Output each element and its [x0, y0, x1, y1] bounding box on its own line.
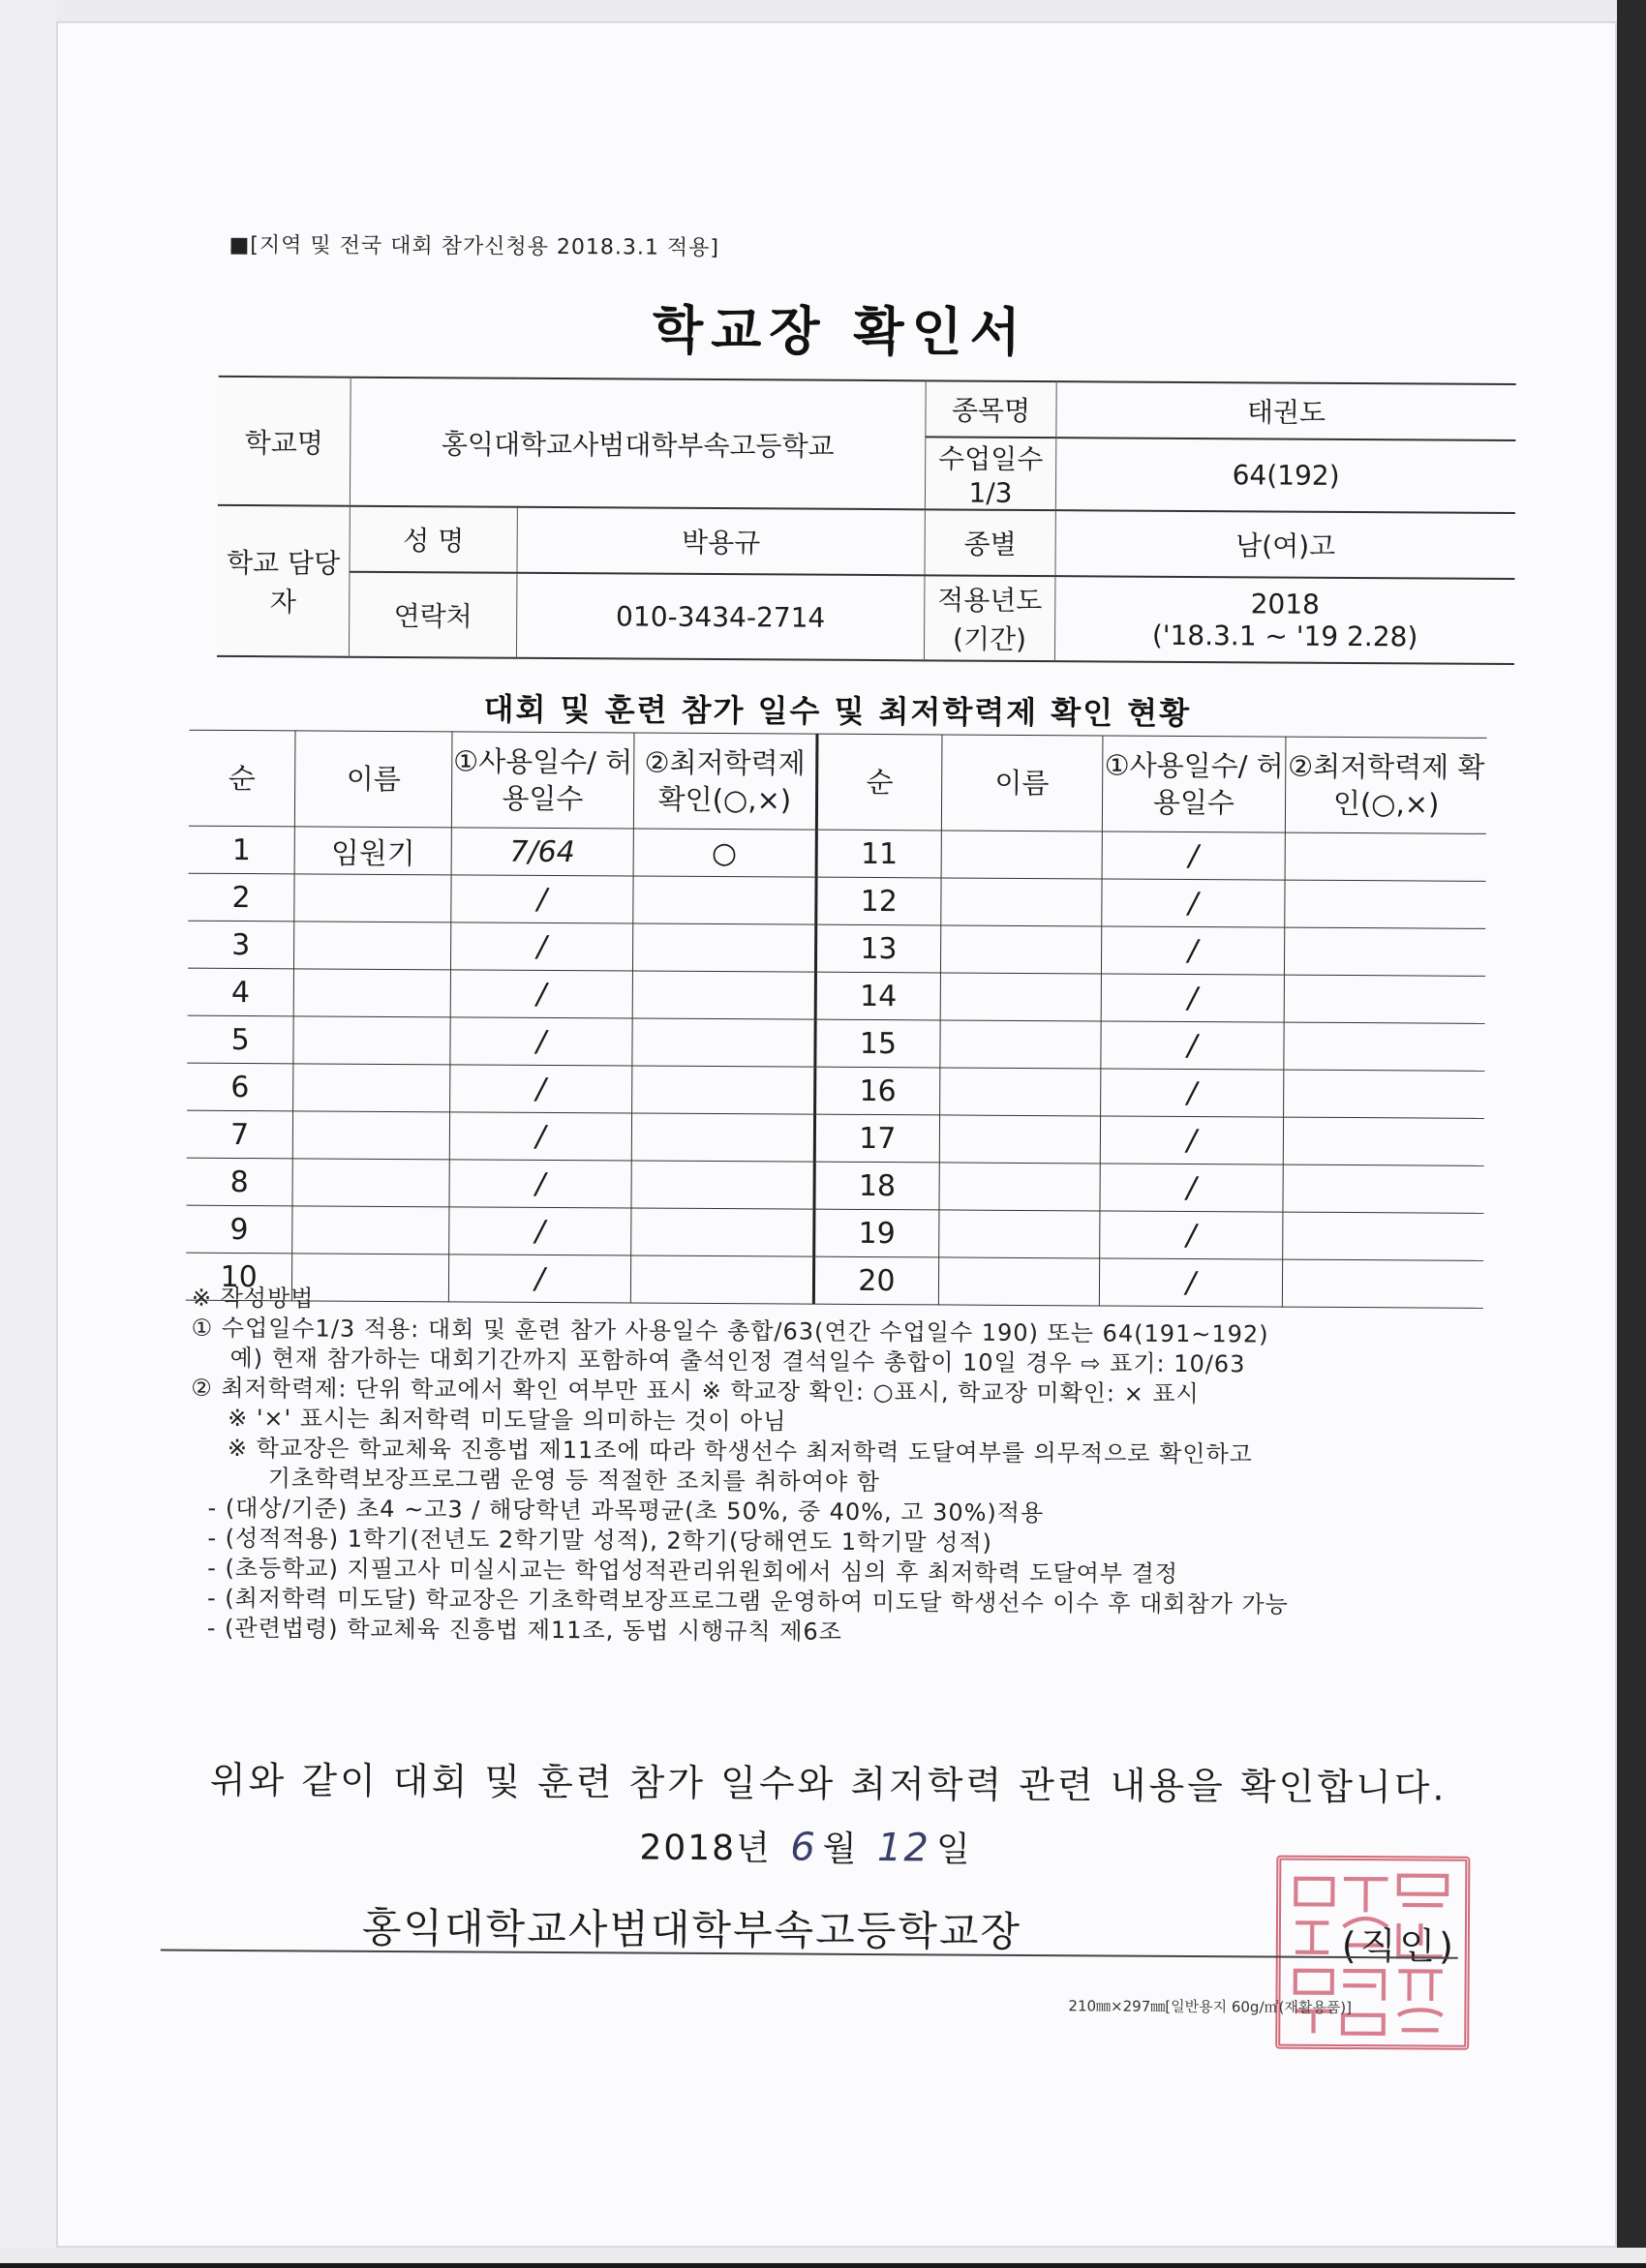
cell-days: /	[449, 1160, 631, 1208]
header-no-right: 순	[816, 734, 942, 831]
school-label: 학교명	[218, 377, 351, 506]
cell-name	[941, 831, 1102, 879]
cell-days: /	[1100, 1021, 1284, 1070]
cell-no: 20	[813, 1256, 938, 1305]
note-line: - (대상/기준) 초4 ~고3 / 해당학년 과목평균(초 50%, 중 40%, 고 30%)적용	[207, 1494, 1045, 1527]
cell-days: /	[1100, 1164, 1284, 1212]
cell-days: /	[449, 1207, 631, 1255]
cell-no: 15	[815, 1019, 940, 1068]
event-label: 종목명	[926, 380, 1056, 438]
cell-check	[1285, 927, 1486, 976]
table-row	[187, 1063, 1484, 1118]
confirmation-text: 위와 같이 대회 및 훈련 참가 일수와 최저학력 관련 내용을 확인합니다.	[209, 1758, 1448, 1809]
cell-days: /	[1101, 974, 1285, 1022]
cell-check	[632, 923, 815, 972]
cell-no: 12	[816, 877, 941, 925]
contact-label: 연락처	[349, 572, 517, 658]
cell-days: /	[1102, 832, 1286, 880]
note-line: ※ 학교장은 학교체육 진흥법 제11조에 따라 학생선수 최저학력 도달여부를 의무적으로 확인하고	[227, 1434, 1253, 1468]
cell-no: 13	[815, 924, 940, 973]
cell-name	[941, 878, 1102, 926]
note-line: 기초학력보장프로그램 운영 등 적절한 조치를 취하여야 함	[267, 1465, 881, 1497]
cell-no: 16	[814, 1067, 939, 1115]
principal-signature: 홍익대학교사범대학부속고등학교장	[361, 1903, 1022, 1955]
cell-name	[939, 1210, 1100, 1258]
table-row	[188, 921, 1485, 976]
year-value: 2018	[1250, 588, 1321, 620]
note-line: ※ '×' 표시는 최저학력 미도달을 의미하는 것이 아님	[228, 1404, 787, 1436]
cell-name	[293, 1064, 450, 1112]
cell-days: /	[450, 922, 632, 971]
cell-no: 17	[814, 1114, 939, 1163]
header-check-right: ②최저학력제 확인(○,×)	[1286, 737, 1487, 833]
class-days-label: 수업일수 1/3	[925, 437, 1055, 510]
cell-check	[1285, 880, 1486, 928]
date-month: 6	[790, 1825, 817, 1870]
cell-check	[632, 971, 815, 1019]
cell-name	[940, 973, 1101, 1021]
header-name-right: 이름	[941, 735, 1102, 832]
cell-check	[631, 1066, 814, 1114]
section-title: 대회 및 훈련 참가 일수 및 최저학력제 확인 현황	[483, 690, 1192, 733]
table-body	[186, 826, 1486, 1308]
header-days-right: ①사용일수/ 허용일수	[1102, 736, 1286, 832]
cell-no: 10	[186, 1253, 292, 1301]
cell-name	[292, 1206, 449, 1255]
table-row	[187, 1015, 1484, 1071]
note-line: - (성적적용) 1학기(전년도 2학기말 성적), 2학기(당해연도 1학기말 성적)	[207, 1524, 993, 1557]
note-line: ② 최저학력제: 단위 학교에서 확인 여부만 표시 ※ 학교장 확인: ○표시, 학교장 미확인: × 표시	[191, 1374, 1200, 1408]
table-row	[188, 873, 1485, 928]
cell-days: /	[1099, 1258, 1283, 1307]
date-year: 2018년	[639, 1828, 772, 1869]
cell-days: /	[448, 1255, 630, 1303]
cell-days: /	[449, 1112, 631, 1161]
paper-spec: 210㎜×297㎜[일반용지 60g/㎡(재활용품)]	[1068, 1997, 1353, 2017]
cell-days: /	[451, 875, 633, 923]
seal-label: (직인)	[1341, 1923, 1458, 1968]
table-row	[189, 826, 1486, 881]
cell-check	[1283, 1164, 1484, 1213]
cell-no: 4	[188, 968, 294, 1016]
cell-check	[631, 1208, 814, 1256]
header-name-left: 이름	[295, 731, 452, 828]
cell-no: 14	[815, 972, 940, 1020]
cell-no: 18	[814, 1162, 939, 1210]
note-line: - (초등학교) 지필고사 미실시교는 학업성적관리위원회에서 심의 후 최저학력 도달여부 결정	[207, 1554, 1179, 1588]
cell-check	[1283, 1117, 1484, 1165]
cell-check	[1284, 1070, 1485, 1118]
cell-name	[940, 925, 1101, 974]
cell-days: /	[450, 1065, 632, 1113]
cell-check	[1284, 975, 1485, 1023]
date-day-unit: 일	[935, 1830, 972, 1870]
cell-name	[293, 969, 450, 1017]
cell-no: 2	[188, 873, 294, 922]
cell-no: 7	[187, 1110, 293, 1159]
cell-days: /	[1099, 1211, 1283, 1259]
cell-name: 임원기	[294, 827, 451, 875]
cell-name	[939, 1163, 1100, 1211]
event-value: 태권도	[1056, 381, 1516, 440]
cell-name	[939, 1115, 1100, 1164]
school-value: 홍익대학교사범대학부속고등학교	[350, 378, 926, 510]
cell-check	[632, 1018, 815, 1067]
header-no-left: 순	[189, 730, 295, 827]
note-line: 예) 현재 참가하는 대회기간까지 포함하여 출석인정 결석일수 총합이 10일 경우 ⇨ 표기: 10/63	[229, 1344, 1246, 1378]
cell-no: 8	[186, 1158, 292, 1206]
cell-days: /	[450, 1017, 632, 1066]
cell-name	[293, 1111, 450, 1160]
note-line: - (최저학력 미도달) 학교장은 기초학력보장프로그램 운영하여 미도달 학생선수 이수 후 대회참가 가능	[206, 1584, 1289, 1618]
cell-check	[1285, 832, 1486, 881]
cell-no: 5	[187, 1015, 293, 1064]
header-days-left: ①사용일수/ 허용일수	[451, 732, 633, 829]
cell-no: 6	[187, 1063, 293, 1111]
table-row	[186, 1205, 1483, 1260]
cell-no: 3	[188, 921, 294, 969]
cell-no: 19	[813, 1209, 938, 1257]
class-days-value: 64(192)	[1055, 438, 1515, 513]
issue-date	[639, 1821, 972, 1872]
contact-value: 010-3434-2714	[516, 573, 925, 661]
cell-name	[292, 1159, 449, 1207]
cell-name	[294, 922, 451, 970]
document-title: 학교장 확인서	[652, 299, 1029, 363]
cell-name	[940, 1020, 1101, 1069]
cell-no: 9	[186, 1205, 292, 1254]
year-cell	[1054, 576, 1514, 664]
gender-label: 종별	[925, 509, 1055, 576]
info-table	[217, 376, 1516, 665]
table-row	[186, 1158, 1483, 1213]
note-line: - (관련법령) 학교체육 진흥법 제11조, 동법 시행규칙 제6조	[206, 1614, 842, 1646]
name-label: 성 명	[350, 506, 517, 573]
cell-check	[1284, 1022, 1485, 1071]
cell-name	[294, 874, 451, 922]
cell-days: 7/64	[451, 828, 633, 876]
cell-check: ○	[633, 829, 816, 877]
cell-check	[631, 1161, 814, 1209]
cell-name	[940, 1068, 1101, 1116]
cell-check	[633, 876, 816, 924]
header-check-left: ②최저학력제 확인(○,×)	[633, 733, 817, 830]
cell-days: /	[1101, 926, 1285, 975]
note-line: ① 수업일수1/3 적용: 대회 및 훈련 참가 사용일수 총합/63(연간 수업일수 190) 또는 64(191~192)	[191, 1314, 1269, 1348]
cell-no: 1	[189, 826, 295, 874]
gender-value: 남(여)고	[1055, 510, 1515, 579]
instructions	[190, 1284, 1528, 1651]
cell-check	[631, 1113, 814, 1162]
header-note: ■[지역 및 전국 대회 참가신청용 2018.3.1 적용]	[229, 232, 720, 261]
cell-check	[1283, 1212, 1484, 1260]
cell-days: /	[1100, 1116, 1284, 1164]
cell-name	[293, 1016, 450, 1065]
date-month-unit: 월	[822, 1829, 859, 1869]
cell-days: /	[1101, 879, 1285, 927]
person-label: 학교 담당자	[217, 505, 350, 657]
cell-days: /	[450, 970, 632, 1018]
name-value: 박용규	[517, 507, 925, 576]
table-row	[187, 1110, 1484, 1165]
year-period: ('18.3.1 ~ '19 2.28)	[1151, 619, 1418, 653]
cell-days: /	[1100, 1069, 1284, 1117]
year-label: 적용년도 (기간)	[924, 575, 1055, 661]
participation-table	[186, 730, 1487, 1309]
date-day: 12	[876, 1826, 931, 1871]
note-line: ※ 작성방법	[191, 1284, 315, 1313]
table-row	[188, 968, 1485, 1023]
cell-no: 11	[816, 830, 941, 878]
